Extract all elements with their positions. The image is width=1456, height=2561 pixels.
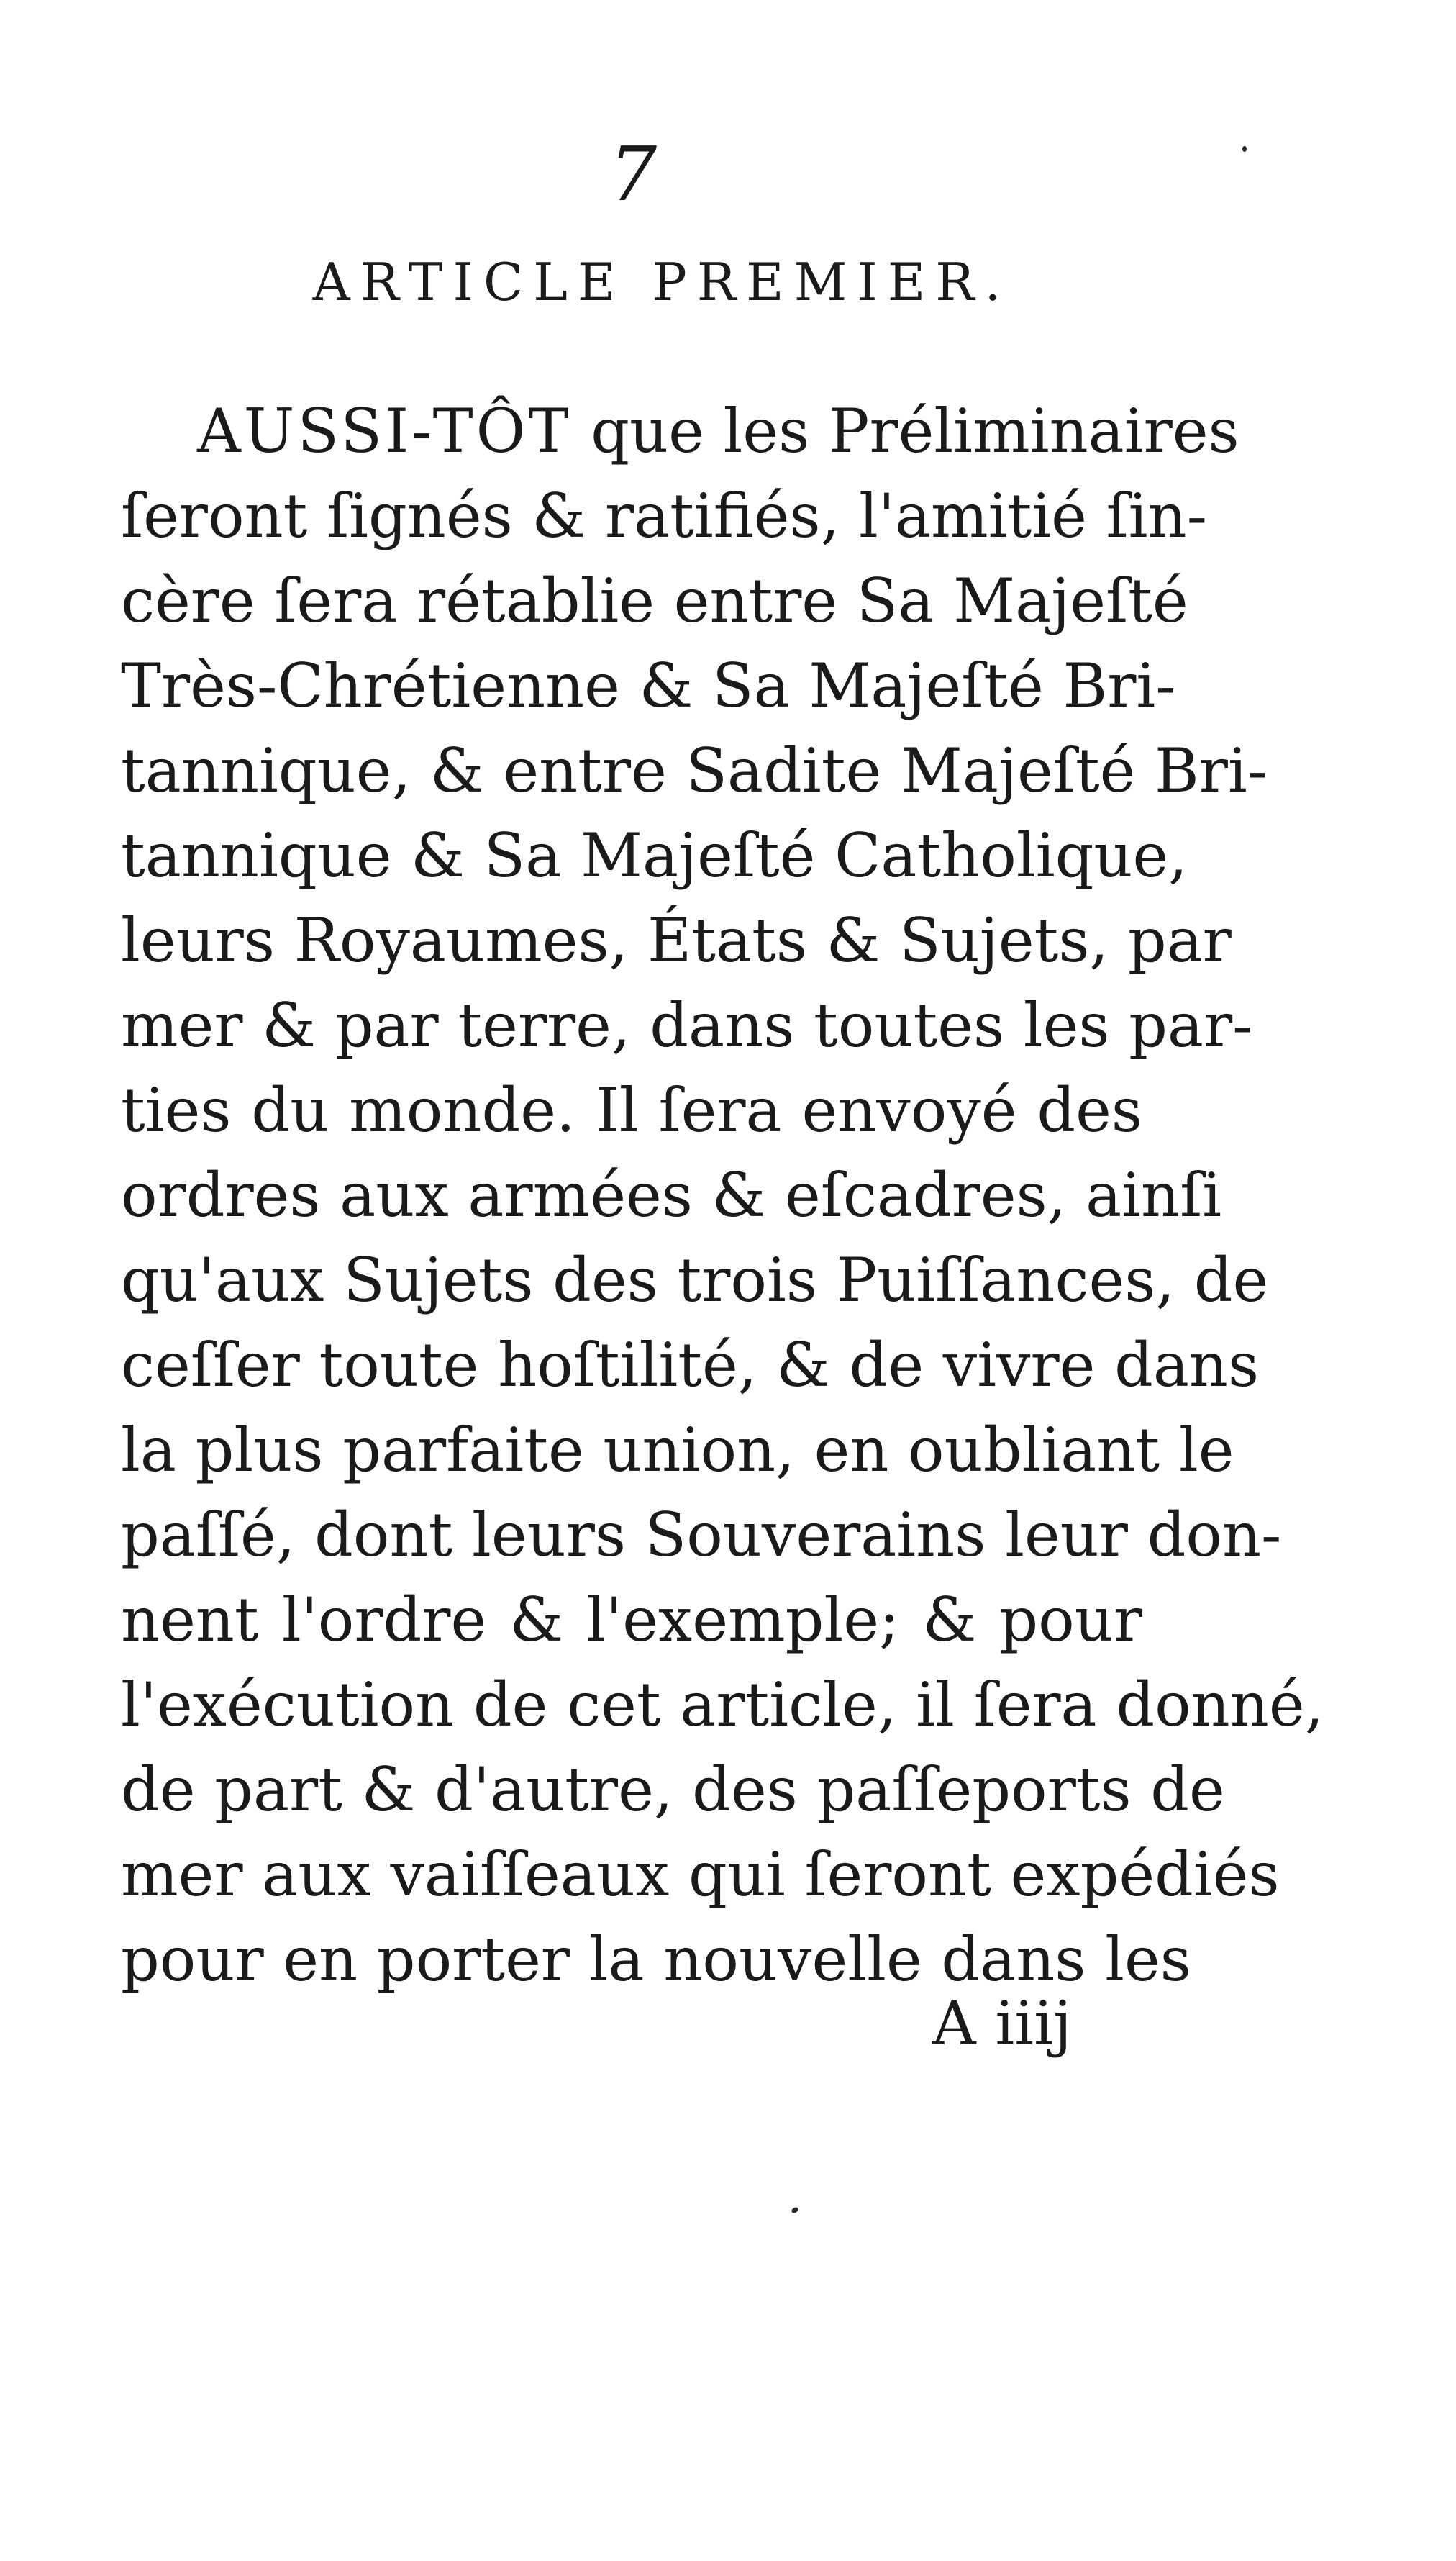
body-line: ties du monde. Il ſera envoyé des bbox=[121, 1075, 1142, 1146]
lead-words: AUSSI-TÔT bbox=[197, 396, 572, 466]
ink-speck bbox=[1242, 146, 1247, 152]
body-line: la plus parfaite union, en oubliant le bbox=[121, 1415, 1234, 1485]
body-line: mer & par terre, dans toutes les par- bbox=[121, 990, 1253, 1061]
signature-mark: A iiij bbox=[932, 1988, 1072, 2059]
body-line: cère ſera rétablie entre Sa Majeſté bbox=[121, 566, 1188, 636]
page-number: 7 bbox=[609, 130, 658, 218]
body-line: tannique, & entre Sadite Majeſté Bri- bbox=[121, 735, 1268, 806]
body-line: qu'aux Sujets des trois Puiſſances, de bbox=[121, 1245, 1269, 1315]
body-line: Très-Chrétienne & Sa Majeſté Bri- bbox=[121, 651, 1176, 721]
body-line: ordres aux armées & eſcadres, ainſi bbox=[121, 1160, 1222, 1230]
body-line: tannique & Sa Majeſté Catholique, bbox=[121, 820, 1188, 891]
body-line: paſſé, dont leurs Souverains leur don- bbox=[121, 1500, 1282, 1570]
body-line: ceſſer toute hoſtilité, & de vivre dans bbox=[121, 1330, 1260, 1400]
body-line: de part & d'autre, des paſſeports de bbox=[121, 1754, 1225, 1825]
article-heading: ARTICLE PREMIER. bbox=[312, 252, 1011, 312]
body-line: ſeront ſignés & ratifiés, l'amitié ſin- bbox=[121, 481, 1208, 551]
body-line-text: que les Préliminaires bbox=[571, 396, 1239, 466]
body-line: l'exécution de cet article, il ſera donné, bbox=[121, 1669, 1324, 1740]
body-line: pour en porter la nouvelle dans les bbox=[121, 1924, 1191, 1995]
body-line: leurs Royaumes, États & Sujets, par bbox=[121, 905, 1232, 976]
body-line bbox=[121, 389, 1239, 473]
body-line: nent l'ordre & l'exemple; & pour bbox=[121, 1585, 1142, 1655]
ink-speck bbox=[791, 2206, 799, 2214]
body-line: mer aux vaiſſeaux qui ſeront expédiés bbox=[121, 1839, 1280, 1910]
article-body bbox=[121, 389, 1324, 2002]
